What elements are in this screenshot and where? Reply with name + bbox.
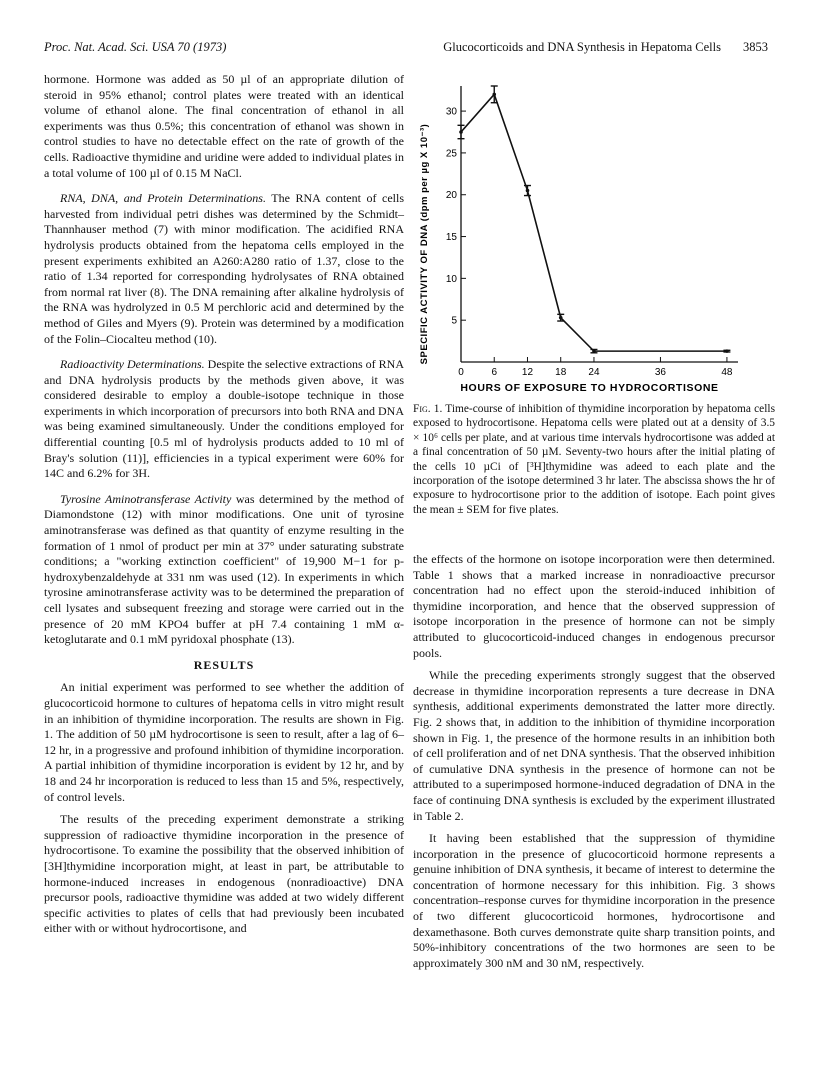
x-tick-label: 36 (654, 367, 667, 378)
paragraph-body: was determined by the method of Diamondstone (12) with minor modifications. One unit of tyrosine aminotransferase was defined as that quantity of enzyme resulting in the formation of 1 nmol of product per min at 37° under saturating substrate conditions; a "working extinction coefficient" of 19,900 M−1 for p-hydroxybenzaldehyde at 331 nm was used (12). In experiments in which tyrosine aminotransferase activity was to be determined the preparation of cell lysates and subsequent freezing and storage were carried out in the presence of 20 mM KPO4 buffer at pH 7.4 containing 1 mM α-ketoglutarate and 0.1 mM pyridoxal phosphate (13). (44, 491, 404, 647)
paragraph-results-1: An initial experiment was performed to see whether the addition of glucocorticoid hormone to cultures of hepatoma cells in vitro might result in an inhibition of thymidine incorporation. The results are shown in Fig. 1. The addition of 50 µM hydrocortisone is seen to result, after a lag of 6–12 hr, in a progressive and profound inhibition of thymidine incorporation. A partial inhibition of thymidine incorporation is evident by 12 hr, and by 18 and 24 hr incorporation is reduced to less than 15 and 5%, respectively, of control levels. (44, 680, 404, 804)
caption-text: Time-course of inhibition of thymidine incorporation by hepatoma cells exposed to hydrocortisone. Hepatoma cells were plated out at a density of 3.5 × 10⁶ cells per plate, and at various time intervals hydrocortisone was added at a final concentration of 50 µM. Seventy-two hours after the initial plating of the cells 10 µCi of [³H]thymidine was adeed to each plate and the incorporation of the isotope determined 3 hr later. The abscissa shows the hr of exposure to hydrocortisone prior to the addition of isotope. Each point gives the mean ± SEM for five plates. (413, 403, 775, 516)
running-title: Glucocorticoids and DNA Synthesis in Hepatoma Cells (443, 40, 721, 54)
paragraph-right-3: It having been established that the suppression of thymidine incorporation in the presence of glucocorticoid hormone represents a genuine inhibition of DNA synthesis, it became of interest to determine the concentration of hormone necessary for this inhibition. Fig. 3 shows concentration–response curves for thymidine incorporation in the presence of two different glucocorticoid hormones, hydrocortisone and dexamethasone. Both curves demonstrate quite sharp transition points, and 50%-inhibitory concentrations of the two hormones are seen to be approximately 300 nM and 30 nM, respectively. (413, 831, 775, 970)
y-tick-label: 20 (445, 190, 457, 202)
paragraph-radioactivity (44, 357, 404, 482)
figure-1-chart (413, 72, 775, 402)
series-line (461, 94, 727, 351)
y-tick-label: 15 (445, 232, 457, 244)
x-tick-label: 24 (588, 367, 600, 378)
paragraph-body: The RNA content of cells harvested from individual petri dishes was determined by the Schmidt–Thannhauser method (7) with minor modification. The acidified RNA hydrolysis products obtained from the hepatoma cells employed in the present experiments exhibited an A260:A280 ratio of 1.37, close to the ratio of 1.34 reported for corresponding hydrolysates of RNA obtained from normal rat liver (8). The DNA remaining after alkaline hydrolysis of the RNA was hydrolyzed in 0.5 M perchloric acid and determined by the method of Giles and Myers (9). Protein was determined by a modification of the Folin–Ciocalteu method (10). (44, 191, 405, 346)
x-axis-label: HOURS OF EXPOSURE TO HYDROCORTISONE (460, 382, 719, 394)
figure-1-caption (413, 402, 775, 517)
x-tick-label: 12 (521, 367, 534, 378)
paragraph-body: Despite the selective extractions of RNA and DNA hydrolysis products by the methods given above, it was considered desirable to employ a double-isotope technique in those experiments in which incorporation of precursors into both RNA and DNA was being examined simultaneously. Under the conditions employed for differential counting [0.5 ml of hydrolysis products added to 10 ml of Bray's solution (11)], efficiencies in a typical experiment were 60% for 14C and 6.2% for 3H. (44, 357, 404, 481)
journal-citation: Proc. Nat. Acad. Sci. USA 70 (1973) (44, 40, 227, 54)
data-point (592, 349, 596, 353)
data-point (725, 349, 729, 353)
run-in-heading-radioactivity: Radioactivity Determinations. (60, 357, 205, 372)
paragraph-right-2: While the preceding experiments strongly suggest that the observed decrease in thymidine incorporation represents a ture decrease in DNA synthesis, additional experiments demonstrated the latter more directly. Fig. 2 shows that, in addition to the inhibition of thymidine incorporation shown in Fig. 1, the presence of the hormone results in an inhibition both of cell proliferation and of net DNA synthesis. That the observed inhibition of cumulative DNA synthesis in the presence of hormone can not be attributed to a superimposed hormone-induced degradation of DNA in the face of continuing DNA synthesis is excluded by the experiment illustrated in Table 2. (413, 668, 775, 823)
run-in-heading-rna-dna: RNA, DNA, and Protein Determinations. (60, 191, 266, 206)
caption-label: Fig. 1. (413, 403, 443, 415)
y-tick-label: 5 (451, 315, 457, 327)
data-point (559, 316, 563, 320)
run-in-heading-tyrosine: Tyrosine Aminotransferase Activity (60, 491, 232, 506)
x-tick-label: 6 (491, 367, 498, 378)
section-title-results: RESULTS (193, 657, 255, 672)
paragraph-tyrosine (44, 492, 404, 648)
data-point (459, 130, 463, 134)
right-column (413, 552, 775, 978)
x-tick-label: 18 (555, 367, 567, 378)
left-column (44, 72, 404, 944)
figure-1 (413, 72, 775, 402)
x-tick-label: 0 (458, 367, 464, 378)
page-number: 3853 (743, 40, 768, 54)
y-tick-label: 25 (445, 148, 457, 160)
paragraph-results-2: The results of the preceding experiment demonstrate a striking suppression of radioactive thymidine incorporation in the presence of hydrocortisone. To examine the possibility that the observed inhibition of [3H]thymidine incorporation might, at least in part, be attributable to hormone-induced increases in endogenous (nonradioactive) DNA precursor pools, radioactive thymidine was added at two widely different specific activities to plates of cells that had previously been incubated either with or without hydrocortisone, and (44, 812, 404, 936)
paragraph-methods-continued: hormone. Hormone was added as 50 µl of an appropriate dilution of steroid in 95% ethanol; control plates were treated with an identical volume of ethanol alone. The final concentration of ethanol in all experiments was thus 0.5%; this concentration of ethanol was shown in control studies to have no detectable effect on the rate of growth of the cells. Radioactive thymidine and uridine were added to individual plates in a total volume of 100 µl of 0.15 M NaCl. (44, 72, 404, 180)
y-tick-label: 30 (445, 106, 457, 118)
y-tick-label: 10 (445, 273, 457, 285)
y-axis-label: SPECIFIC ACTIVITY OF DNA (dpm per µg X 10⁻³) (419, 123, 430, 365)
paragraph-rna-dna-protein (44, 191, 404, 347)
data-point (526, 189, 530, 193)
running-header (443, 40, 768, 55)
data-point (492, 93, 496, 97)
x-tick-label: 48 (721, 367, 733, 378)
paragraph-right-1: the effects of the hormone on isotope incorporation were then determined. Table 1 shows that a marked increase in nonradioactive precursor concentration had no effect upon the steroid-induced inhibition of thymidine incorporation, and hence that the observed suppression of isotope incorporation in the presence of hormone can not be simply attributed to glucocorticoid-induced changes in endogenous precursor pools. (413, 552, 775, 660)
